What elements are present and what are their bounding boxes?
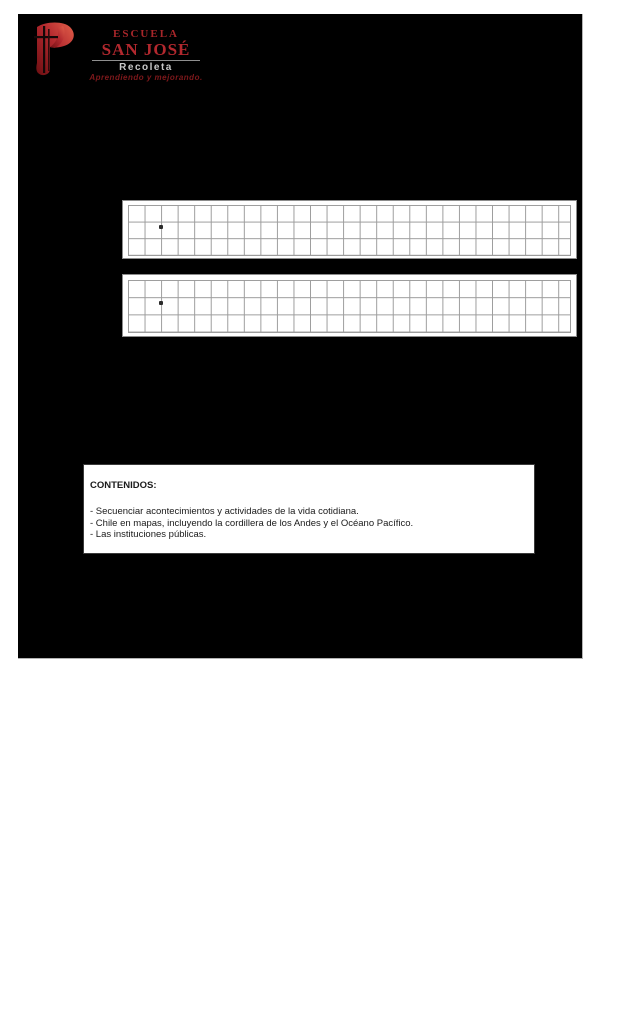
school-tagline: Aprendiendo y mejorando. <box>89 73 203 82</box>
school-logo <box>30 21 210 81</box>
writing-grid-2 <box>122 274 577 337</box>
writing-grid-1-cells <box>128 205 571 256</box>
school-district: Recoleta <box>119 62 173 73</box>
contents-item: - Secuenciar acontecimientos y actividades de la vida cotidiana. <box>90 506 359 517</box>
contents-list <box>90 506 526 541</box>
contents-box <box>83 464 535 554</box>
p-cross-emblem-icon <box>30 21 80 79</box>
contents-item: - Chile en mapas, incluyendo la cordillera de los Andes y el Océano Pacífico. <box>90 517 414 529</box>
logo-divider <box>92 60 200 61</box>
school-logo-text <box>86 21 206 82</box>
contents-title: CONTENIDOS: <box>90 480 157 491</box>
school-name-line1: ESCUELA <box>113 28 179 40</box>
pen-mark-2 <box>159 301 163 305</box>
school-name-line2: SAN JOSÉ <box>101 40 191 59</box>
pen-mark-1 <box>159 225 163 229</box>
contents-item: - Las instituciones públicas. <box>90 529 207 540</box>
writing-grid-1 <box>122 200 577 259</box>
writing-grid-2-cells <box>128 280 571 333</box>
black-content-panel <box>18 14 583 659</box>
